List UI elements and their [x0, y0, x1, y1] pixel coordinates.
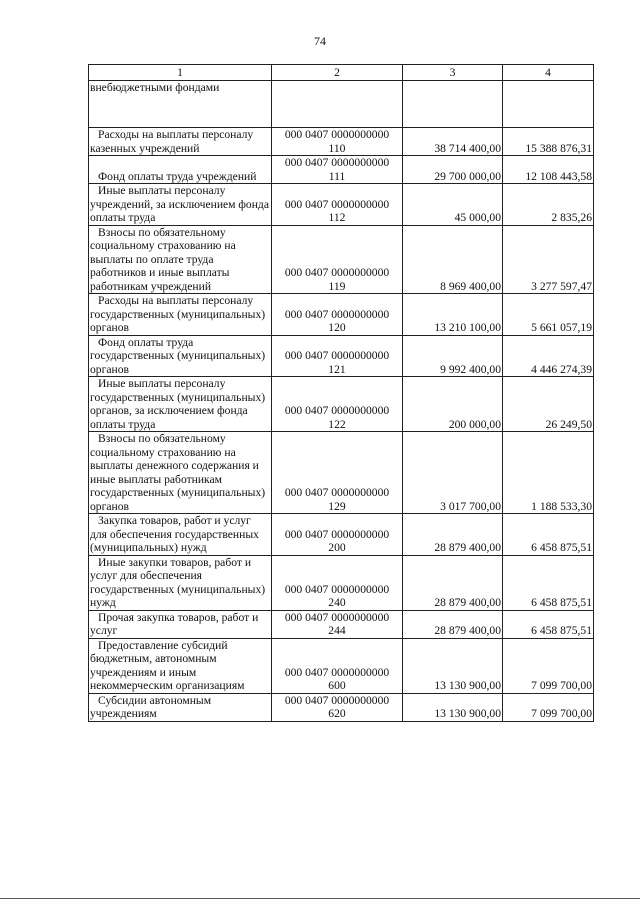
table-row — [89, 225, 594, 294]
table-row — [89, 156, 594, 184]
row-code — [272, 294, 403, 336]
row-name: Взносы по обязательному социальному страхованию на выплаты денежного содержания и иные выплаты работникам государственных (муниципальных) органов — [89, 432, 272, 514]
row-code — [272, 610, 403, 638]
page-bottom-rule — [0, 898, 640, 899]
row-code-main: 000 0407 0000000000 — [284, 610, 390, 624]
row-name: Взносы по обязательному социальному страхованию на выплаты по оплате труда работников и иные выплаты работникам учреждений — [89, 225, 272, 294]
row-code-main: 000 0407 0000000000 — [284, 128, 390, 141]
row-code-main: 000 0407 0000000000 — [284, 582, 390, 596]
row-name: Прочая закупка товаров, работ и услуг — [89, 610, 272, 638]
row-code-main: 000 0407 0000000000 — [284, 527, 390, 541]
row-code-main: 000 0407 0000000000 — [284, 266, 390, 279]
row-plan: 28 879 400,00 — [403, 514, 503, 556]
row-code — [272, 555, 403, 610]
row-code-main: 000 0407 0000000000 — [284, 156, 390, 169]
column-header-2: 2 — [272, 65, 403, 81]
row-fact: 6 458 875,51 — [503, 610, 594, 638]
row-code — [272, 81, 403, 128]
table-row — [89, 610, 594, 638]
row-code-main: 000 0407 0000000000 — [284, 665, 390, 679]
row-plan: 13 130 900,00 — [403, 693, 503, 721]
row-fact: 7 099 700,00 — [503, 693, 594, 721]
table-row — [89, 693, 594, 721]
table-row — [89, 432, 594, 514]
row-code-main: 000 0407 0000000000 — [284, 307, 390, 321]
row-code — [272, 514, 403, 556]
row-code — [272, 335, 403, 377]
row-code-sub: 600 — [328, 679, 346, 692]
row-name: Фонд оплаты труда государственных (муниципальных) органов — [89, 335, 272, 377]
row-code-sub: 121 — [328, 362, 346, 376]
row-fact: 4 446 274,39 — [503, 335, 594, 377]
row-fact: 12 108 443,58 — [503, 156, 594, 184]
row-code — [272, 156, 403, 184]
row-code-main: 000 0407 0000000000 — [284, 349, 390, 362]
row-fact: 2 835,26 — [503, 184, 594, 226]
row-code-sub: 129 — [328, 499, 346, 513]
row-code — [272, 693, 403, 721]
column-header-4: 4 — [503, 65, 594, 81]
table-row — [89, 335, 594, 377]
row-fact: 6 458 875,51 — [503, 555, 594, 610]
table-header-row — [89, 65, 594, 81]
row-code — [272, 128, 403, 156]
row-fact: 3 277 597,47 — [503, 225, 594, 294]
row-plan: 3 017 700,00 — [403, 432, 503, 514]
table-row — [89, 128, 594, 156]
row-code-sub: 119 — [328, 279, 346, 293]
row-name: Предоставление субсидий бюджетным, автономным учреждениям и иным некоммерческим организациям — [89, 638, 272, 693]
row-fact: 7 099 700,00 — [503, 638, 594, 693]
table-row — [89, 514, 594, 556]
row-code-sub: 240 — [328, 596, 346, 609]
row-fact: 15 388 876,31 — [503, 128, 594, 156]
column-header-1: 1 — [89, 65, 272, 81]
table-row — [89, 81, 594, 128]
row-code-sub: 122 — [328, 417, 346, 431]
row-name: Закупка товаров, работ и услуг для обеспечения государственных (муниципальных) нужд — [89, 514, 272, 556]
row-code-sub: 111 — [328, 169, 346, 183]
row-name: Расходы на выплаты персоналу казенных учреждений — [89, 128, 272, 156]
row-code — [272, 377, 403, 432]
row-code-sub: 200 — [328, 541, 346, 554]
budget-table — [88, 64, 594, 722]
row-plan: 28 879 400,00 — [403, 610, 503, 638]
row-code — [272, 432, 403, 514]
row-plan — [403, 81, 503, 128]
row-plan: 200 000,00 — [403, 377, 503, 432]
row-name: внебюджетными фондами — [89, 81, 272, 128]
table-row — [89, 184, 594, 226]
row-fact: 1 188 533,30 — [503, 432, 594, 514]
row-fact: 6 458 875,51 — [503, 514, 594, 556]
row-name: Иные выплаты персоналу учреждений, за исключением фонда оплаты труда — [89, 184, 272, 226]
row-code-sub: 120 — [328, 321, 346, 334]
row-fact — [503, 81, 594, 128]
row-code — [272, 184, 403, 226]
row-code — [272, 225, 403, 294]
row-plan: 13 130 900,00 — [403, 638, 503, 693]
row-name: Субсидии автономным учреждениям — [89, 693, 272, 721]
row-plan: 29 700 000,00 — [403, 156, 503, 184]
row-code-main: 000 0407 0000000000 — [284, 404, 390, 417]
row-fact: 5 661 057,19 — [503, 294, 594, 336]
row-plan: 45 000,00 — [403, 184, 503, 226]
row-code-sub: 110 — [328, 141, 346, 155]
row-code — [272, 638, 403, 693]
row-fact: 26 249,50 — [503, 377, 594, 432]
page-number: 74 — [314, 34, 326, 48]
row-plan: 38 714 400,00 — [403, 128, 503, 156]
row-code-main: 000 0407 0000000000 — [284, 486, 390, 499]
row-plan: 13 210 100,00 — [403, 294, 503, 336]
row-code-sub: 112 — [328, 211, 346, 224]
table-row — [89, 638, 594, 693]
table-row — [89, 555, 594, 610]
row-code-sub: 620 — [328, 707, 346, 720]
row-code-main: 000 0407 0000000000 — [284, 693, 390, 707]
row-name: Расходы на выплаты персоналу государственных (муниципальных) органов — [89, 294, 272, 336]
column-header-3: 3 — [403, 65, 503, 81]
row-plan: 28 879 400,00 — [403, 555, 503, 610]
row-code-sub: 244 — [328, 624, 346, 637]
table-row — [89, 377, 594, 432]
row-name: Иные выплаты персоналу государственных (муниципальных) органов, за исключением фонда оплаты труда — [89, 377, 272, 432]
table-row — [89, 294, 594, 336]
row-code-main: 000 0407 0000000000 — [284, 197, 390, 211]
row-name: Иные закупки товаров, работ и услуг для обеспечения государственных (муниципальных) нужд — [89, 555, 272, 610]
row-plan: 9 992 400,00 — [403, 335, 503, 377]
row-name: Фонд оплаты труда учреждений — [89, 156, 272, 184]
row-plan: 8 969 400,00 — [403, 225, 503, 294]
